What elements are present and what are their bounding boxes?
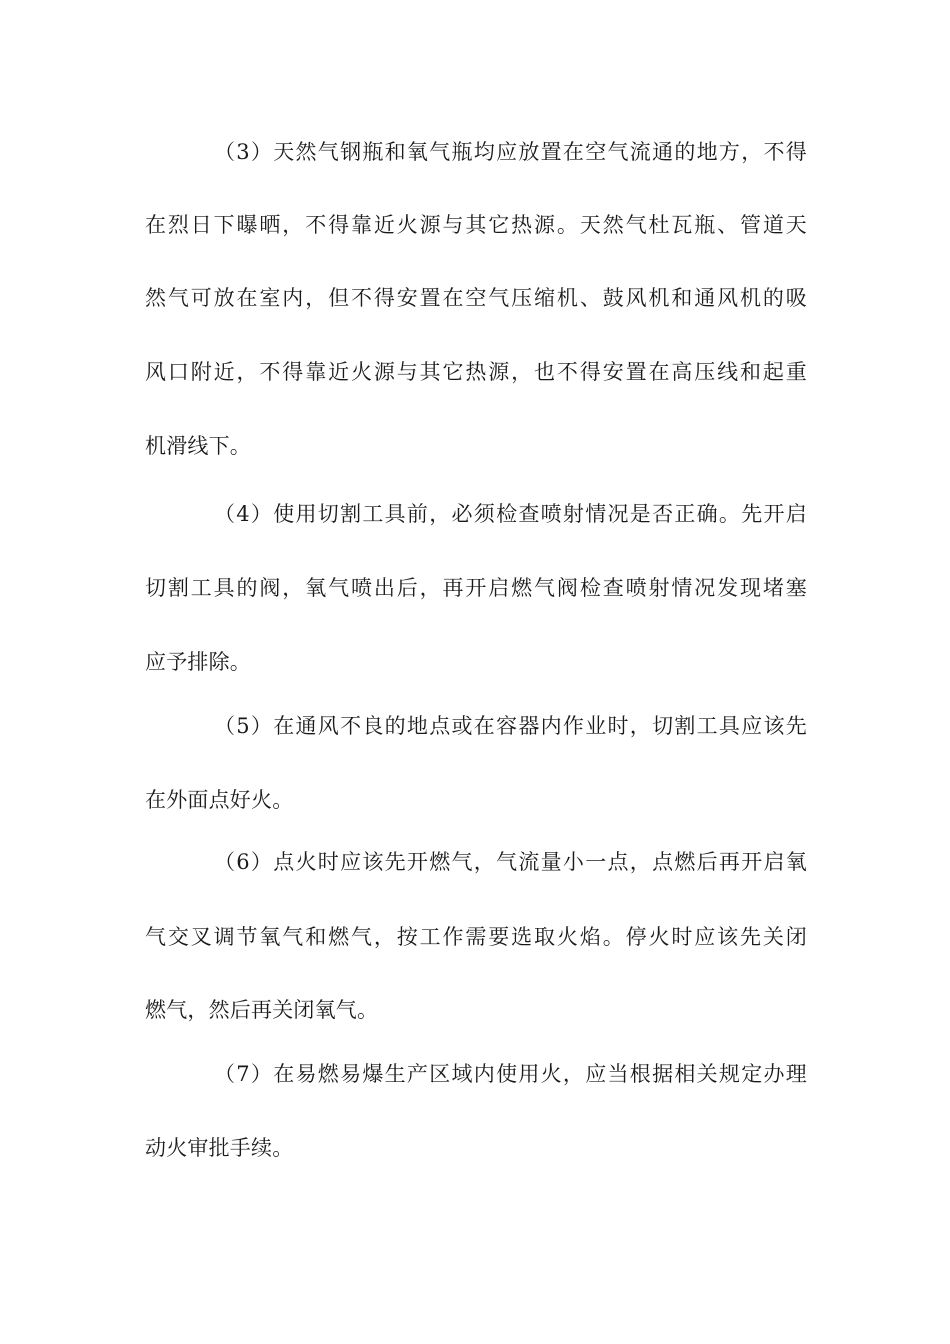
paragraph-line: （4）使用切割工具前，必须检查喷射情况是否正确。先开启 <box>214 502 807 526</box>
paragraph-line: 风口附近，不得靠近火源与其它热源，也不得安置在高压线和起重 <box>145 360 807 384</box>
paragraph-line: （6）点火时应该先开燃气，气流量小一点，点燃后再开启氧 <box>214 850 807 874</box>
paragraph-line: （5）在通风不良的地点或在容器内作业时，切割工具应该先 <box>214 714 807 738</box>
paragraph-line: 燃气，然后再关闭氧气。 <box>145 998 379 1022</box>
paragraph-line: 在外面点好火。 <box>145 788 294 812</box>
paragraph-line: 应予排除。 <box>145 650 251 674</box>
paragraph-line: （7）在易燃易爆生产区域内使用火，应当根据相关规定办理 <box>214 1062 807 1086</box>
paragraph-line: 在烈日下曝晒，不得靠近火源与其它热源。天然气杜瓦瓶、管道天 <box>145 213 807 237</box>
paragraph-line: 机滑线下。 <box>145 434 251 458</box>
paragraph-line: 然气可放在室内，但不得安置在空气压缩机、鼓风机和通风机的吸 <box>145 286 807 310</box>
paragraph-line: 切割工具的阀，氧气喷出后，再开启燃气阀检查喷射情况发现堵塞 <box>145 576 807 600</box>
paragraph-line: 动火审批手续。 <box>145 1136 294 1160</box>
paragraph-line: 气交叉调节氧气和燃气，按工作需要选取火焰。停火时应该先关闭 <box>145 925 807 949</box>
paragraph-line: （3）天然气钢瓶和氧气瓶均应放置在空气流通的地方，不得 <box>214 140 807 164</box>
